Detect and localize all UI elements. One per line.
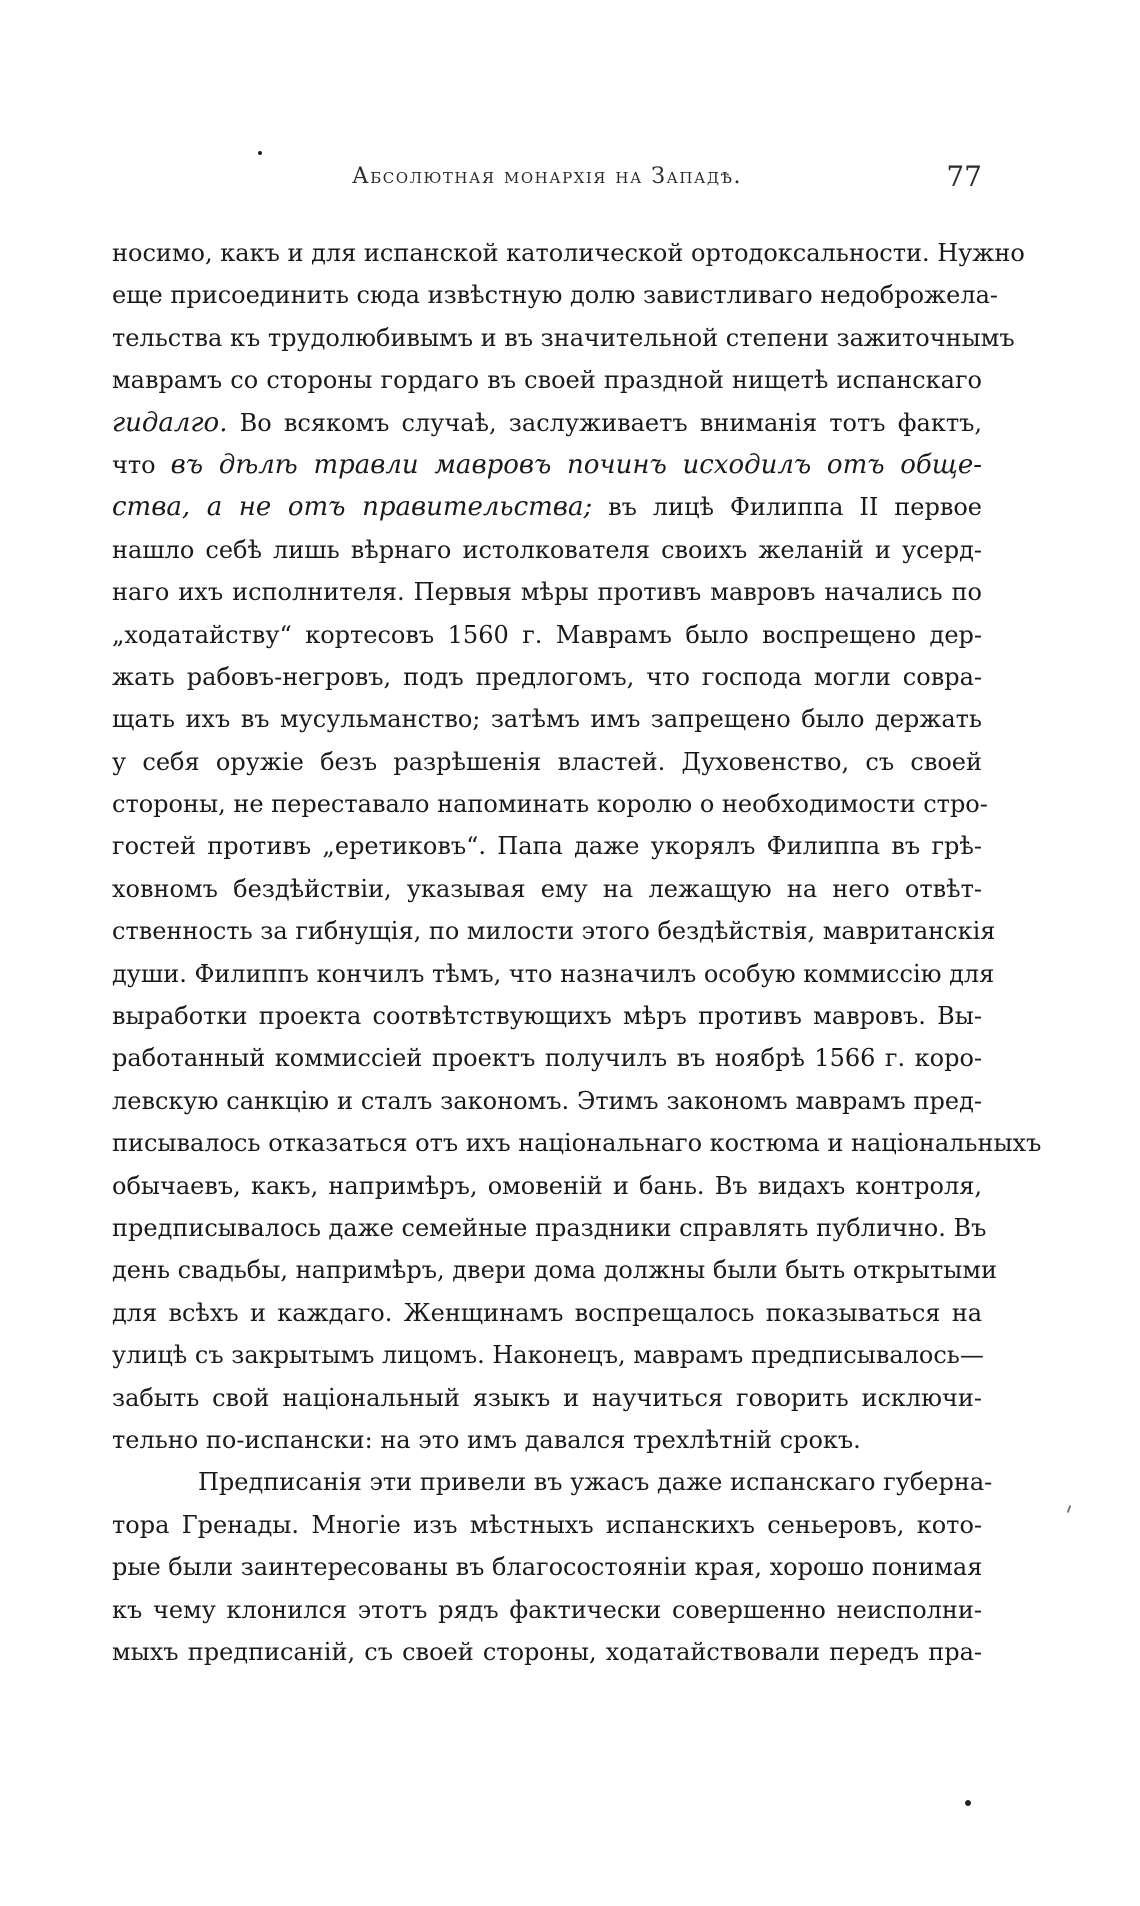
text-line: еще присоединить сюда извѣстную долю завистливаго недоброжела-	[112, 281, 998, 310]
text-line: къ чему клонился этотъ рядъ фактически совершенно неисполни-	[112, 1595, 982, 1624]
ink-speck-bottom	[965, 1800, 971, 1806]
text-line: левскую санкцію и сталъ закономъ. Этимъ закономъ маврамъ пред-	[112, 1086, 982, 1115]
text-line: „ходатайству“ кортесовъ 1560 г. Маврамъ было воспрещено дер-	[112, 620, 982, 649]
text-line: носимо, какъ и для испанской католической ортодоксальности. Нужно	[112, 239, 1025, 267]
text-line: выработки проекта соотвѣтствующихъ мѣръ противъ мавровъ. Вы-	[112, 1002, 982, 1031]
text-line: наго ихъ исполнителя. Первыя мѣры противъ мавровъ начались по	[112, 578, 982, 607]
text-line: день свадьбы, напримѣръ, двери дома должны были быть открытыми	[112, 1256, 998, 1285]
text-line: мыхъ предписаній, съ своей стороны, ходатайствовали передъ пра-	[112, 1637, 982, 1666]
text-line: писывалось отказаться отъ ихъ національнаго костюма и національныхъ	[112, 1129, 1042, 1158]
text-line: гостей противъ „еретиковъ“. Папа даже укорялъ Филиппа въ грѣ-	[112, 832, 982, 861]
line-text: что	[112, 450, 171, 479]
text-line: у себя оружіе безъ разрѣшенія властей. Духовенство, съ своей	[112, 747, 982, 776]
text-line: для всѣхъ и каждаго. Женщинамъ воспрещалось показываться на	[112, 1298, 982, 1327]
ink-speck-margin	[1067, 1505, 1072, 1513]
text-line: улицѣ съ закрытымъ лицомъ. Наконецъ, маврамъ предписывалось—	[112, 1341, 984, 1370]
paragraph-first-line: Предписанія эти привели въ ужасъ даже испанскаго губерна-	[198, 1468, 993, 1497]
page-number: 77	[946, 160, 982, 193]
text-line: нашло себѣ лишь вѣрнаго истолкователя своихъ желаній и усерд-	[112, 535, 982, 564]
text-line: души. Филиппъ кончилъ тѣмъ, что назначилъ особую коммиссію для	[112, 959, 995, 988]
text-line: предписывалось даже семейные праздники справлять публично. Въ	[112, 1213, 987, 1242]
text-line: ственность за гибнущія, по милости этого бездѣйствія, мавританскія	[112, 917, 996, 946]
text-line	[112, 402, 982, 444]
text-line: маврамъ со стороны гордаго въ своей праздной нищетѣ испанскаго	[112, 366, 982, 395]
text-line: стороны, не переставало напоминать королю о необходимости стро-	[112, 790, 988, 819]
text-line: щать ихъ въ мусульманство; затѣмъ имъ запрещено было держать	[112, 705, 982, 734]
text-line: тора Гренады. Многіе изъ мѣстныхъ испанскихъ сеньеровъ, кото-	[112, 1510, 982, 1539]
text-line: жать рабовъ-негровъ, подъ предлогомъ, что господа могли совра-	[112, 662, 982, 691]
text-line	[112, 444, 982, 486]
paragraph-end-line: тельно по-испански: на это имъ давался трехлѣтній срокъ.	[112, 1425, 861, 1454]
text-line: тельства къ трудолюбивымъ и въ значительной степени зажиточнымъ	[112, 323, 1015, 352]
page-header	[112, 160, 982, 200]
text-line	[112, 486, 982, 528]
running-title: Абсолютная монархія на Западѣ.	[352, 164, 742, 189]
text-line: рые были заинтересованы въ благосостояніи края, хорошо понимая	[112, 1553, 983, 1582]
text-line: обычаевъ, какъ, напримѣръ, омовеній и бань. Въ видахъ контроля,	[112, 1171, 982, 1200]
text-line: забыть свой національный языкъ и научиться говорить исключи-	[112, 1383, 982, 1412]
italic-text: гидалго.	[112, 407, 228, 438]
italic-text: ства, а не отъ правительства;	[112, 492, 593, 523]
line-text: Во всякомъ случаѣ, заслуживаетъ вниманія тотъ фактъ,	[227, 408, 982, 437]
body-text	[112, 232, 1042, 1673]
line-text: въ лицѣ Филиппа II первое	[592, 493, 982, 522]
text-line: работанный коммиссіей проектъ получилъ въ ноябрѣ 1566 г. коро-	[112, 1044, 982, 1073]
italic-text: въ дѣлѣ травли мавровъ починъ исходилъ отъ обще-	[170, 449, 982, 480]
ink-speck-top	[258, 151, 262, 155]
text-line: ховномъ бездѣйствіи, указывая ему на лежащую на него отвѣт-	[112, 874, 982, 903]
